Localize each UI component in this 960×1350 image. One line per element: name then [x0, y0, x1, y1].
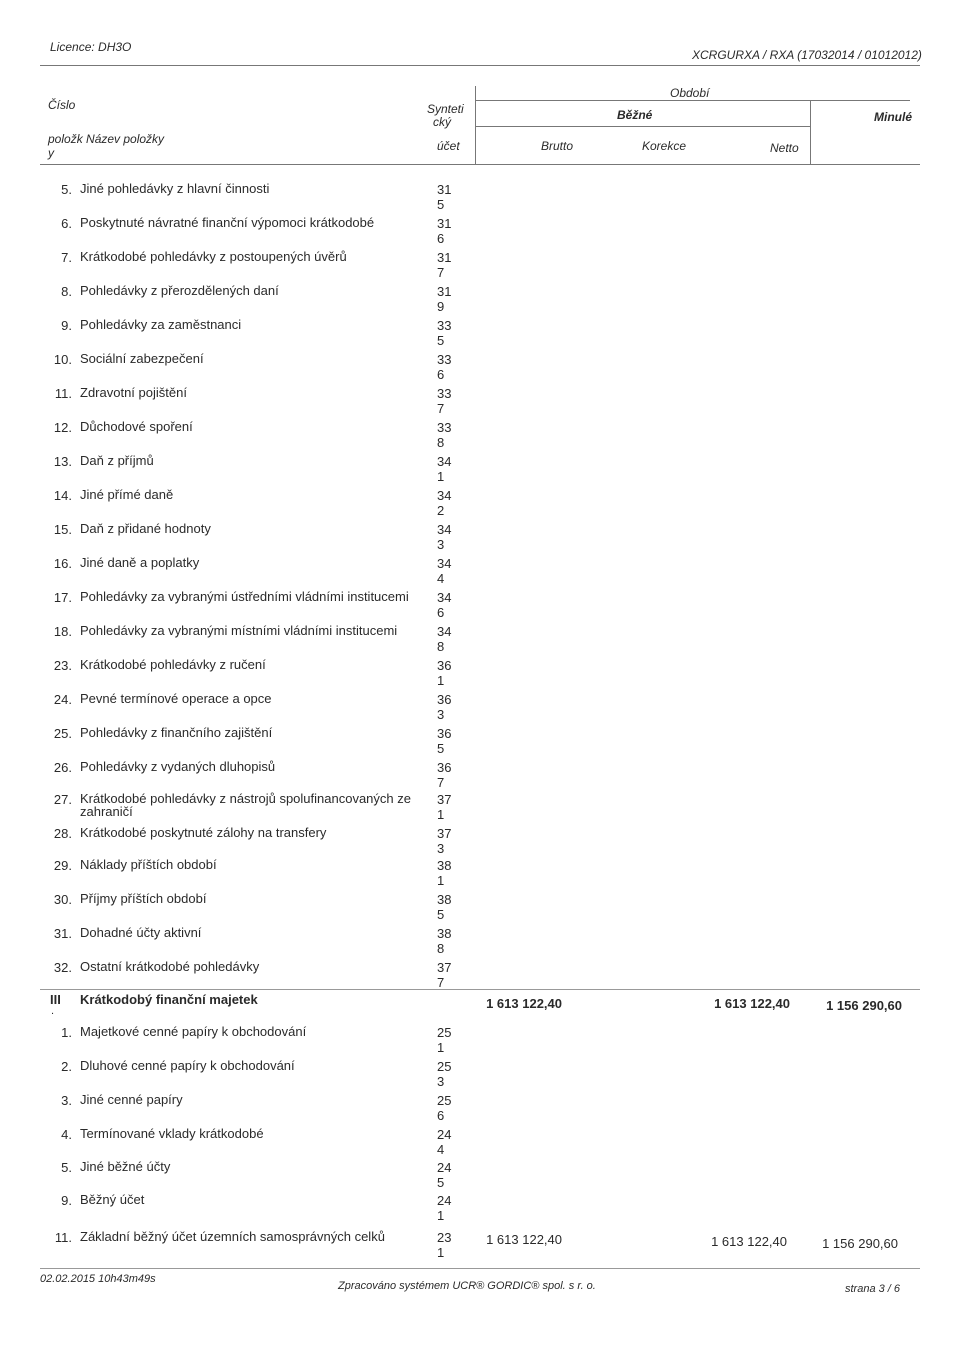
row-name: Majetkové cenné papíry k obchodování: [80, 1024, 307, 1039]
table-row: [0, 1230, 960, 1264]
header-polozky-y: y: [48, 146, 54, 160]
row-account: 38: [437, 926, 452, 941]
table-row: [0, 692, 960, 726]
row-number: 31.: [53, 926, 72, 941]
licence-label: Licence: DH3O: [50, 40, 132, 54]
row-account-suffix: 7: [437, 975, 445, 990]
row-name: Náklady příštích období: [80, 857, 217, 872]
row-account-suffix: 1: [437, 469, 445, 484]
row-name: Pohledávky za vybranými ústředními vládními institucemi: [80, 589, 409, 604]
row-account: 34: [437, 522, 452, 537]
footer-date: 02.02.2015 10h43m49s: [40, 1273, 156, 1285]
section-netto: 1 613 122,40: [714, 996, 790, 1011]
row-name: Sociální zabezpečení: [80, 351, 204, 366]
row-number: 2.: [61, 1059, 72, 1074]
row-account-suffix: 1: [437, 673, 445, 688]
header-minule: Minulé: [874, 110, 912, 124]
row-number: 7.: [61, 250, 72, 265]
row-name: Dluhové cenné papíry k obchodování: [80, 1058, 295, 1073]
section-dot: .: [51, 1005, 55, 1017]
row-name: Termínované vklady krátkodobé: [80, 1126, 264, 1141]
row-number: 9.: [61, 1193, 72, 1208]
table-row: [0, 624, 960, 658]
row-name: Krátkodobé pohledávky z nástrojů spolufinancovaných ze zahraničí: [80, 791, 411, 819]
row-number: 23.: [53, 658, 72, 673]
table-row: [0, 1127, 960, 1161]
table-row: [0, 556, 960, 590]
row-name: Krátkodobé pohledávky z postoupených úvěrů: [80, 249, 347, 264]
row-name: Jiné pohledávky z hlavní činnosti: [80, 181, 270, 196]
header-divider: [475, 86, 476, 164]
table-row: [0, 352, 960, 386]
row-number: 5.: [61, 182, 72, 197]
row-account: 36: [437, 692, 452, 707]
row-account: 24: [437, 1127, 452, 1142]
table-row: [0, 454, 960, 488]
table-row: [0, 182, 960, 216]
row-account: 24: [437, 1160, 452, 1175]
row-number: 4.: [61, 1127, 72, 1142]
row-number: 25.: [53, 726, 72, 741]
row-name: Pohledávky z vydaných dluhopisů: [80, 759, 276, 774]
row-account-suffix: 3: [437, 707, 445, 722]
row-account-suffix: 1: [437, 1208, 445, 1223]
table-row: [0, 826, 960, 860]
row-account-suffix: 9: [437, 299, 445, 314]
row-name: Krátkodobé poskytnuté zálohy na transfery: [80, 825, 327, 840]
row-number: 9.: [61, 318, 72, 333]
row-account-suffix: 1: [437, 1040, 445, 1055]
row-account: 25: [437, 1059, 452, 1074]
row-account: 38: [437, 892, 452, 907]
table-row: [0, 318, 960, 352]
header-bottom-rule: [40, 164, 920, 165]
row-name: Zdravotní pojištění: [80, 385, 187, 400]
row-account-suffix: 5: [437, 333, 445, 348]
row-number: 6.: [61, 216, 72, 231]
table-row: [0, 1160, 960, 1194]
section-row: [0, 992, 960, 1026]
row-name: Daň z příjmů: [80, 453, 154, 468]
row-account: 37: [437, 826, 452, 841]
row-account-suffix: 7: [437, 401, 445, 416]
header-korekce: Korekce: [642, 139, 687, 153]
header-obdobi-rule: [475, 100, 910, 101]
row-number: 13.: [53, 454, 72, 469]
row-account: 34: [437, 624, 452, 639]
row-account: 38: [437, 858, 452, 873]
header-bezne: Běžné: [617, 108, 653, 122]
row-account-suffix: 4: [437, 1142, 445, 1157]
row-name: Jiné daně a poplatky: [80, 555, 200, 570]
row-number: 29.: [53, 858, 72, 873]
row-number: 5.: [61, 1160, 72, 1175]
row-account-suffix: 8: [437, 941, 445, 956]
row-account-suffix: 5: [437, 741, 445, 756]
table-row: [0, 1093, 960, 1127]
row-account: 31: [437, 216, 452, 231]
table-row: [0, 726, 960, 760]
table-row: [0, 420, 960, 454]
row-name: Základní běžný účet územních samosprávných celků: [80, 1229, 385, 1244]
row-number: 3.: [61, 1093, 72, 1108]
row-number: 11.: [54, 386, 72, 401]
row-account-suffix: 3: [437, 1074, 445, 1089]
row-netto: 1 613 122,40: [711, 1234, 787, 1249]
header-obdobi: Období: [670, 86, 710, 100]
row-name: Důchodové spoření: [80, 419, 193, 434]
row-account-suffix: 7: [437, 265, 445, 280]
row-account: 25: [437, 1093, 452, 1108]
table-row: [0, 926, 960, 960]
table-row: [0, 892, 960, 926]
row-number: 28.: [53, 826, 72, 841]
row-number: 17.: [53, 590, 72, 605]
row-account-suffix: 8: [437, 639, 445, 654]
row-number: 27.: [53, 792, 72, 807]
row-number: 8.: [61, 284, 72, 299]
header-bezne-rule: [475, 126, 810, 127]
row-account: 31: [437, 284, 452, 299]
row-account: 33: [437, 318, 452, 333]
row-account-suffix: 3: [437, 537, 445, 552]
row-account: 34: [437, 454, 452, 469]
table-row: [0, 760, 960, 794]
row-number: 12.: [53, 420, 72, 435]
row-account: 33: [437, 352, 452, 367]
table-row: [0, 1025, 960, 1059]
header-polozky: položk Název položky: [48, 132, 165, 146]
top-rule: [40, 65, 920, 66]
table-row: [0, 488, 960, 522]
row-account-suffix: 7: [437, 775, 445, 790]
row-account: 36: [437, 658, 452, 673]
row-name: Jiné přímé daně: [80, 487, 174, 502]
row-account: 31: [437, 182, 452, 197]
row-account-suffix: 1: [437, 807, 445, 822]
row-number: 26.: [53, 760, 72, 775]
row-name: Daň z přidané hodnoty: [80, 521, 211, 536]
row-number: 32.: [53, 960, 72, 975]
table-row: [0, 792, 960, 826]
row-number: 24.: [53, 692, 72, 707]
row-account: 33: [437, 420, 452, 435]
row-number: 14.: [53, 488, 72, 503]
report-id: XCRGURXA / RXA (17032014 / 01012012): [692, 48, 922, 62]
row-account: 34: [437, 556, 452, 571]
header-netto: Netto: [770, 141, 799, 155]
table-row: [0, 522, 960, 556]
row-account-suffix: 6: [437, 367, 445, 382]
table-row: [0, 1059, 960, 1093]
row-name: Běžný účet: [80, 1192, 145, 1207]
row-account-suffix: 1: [437, 873, 445, 888]
row-name: Pohledávky z přerozdělených daní: [80, 283, 279, 298]
header-synteticky-3: účet: [437, 139, 460, 153]
row-account-suffix: 3: [437, 841, 445, 856]
row-account: 36: [437, 760, 452, 775]
section-minule: 1 156 290,60: [826, 998, 902, 1013]
row-account: 23: [437, 1230, 452, 1245]
table-row: [0, 1193, 960, 1227]
footer-rule: [40, 1268, 920, 1269]
row-account: 36: [437, 726, 452, 741]
footer-page: strana 3 / 6: [845, 1283, 901, 1295]
row-account-suffix: 2: [437, 503, 445, 518]
row-account-suffix: 8: [437, 435, 445, 450]
header-brutto: Brutto: [541, 139, 574, 153]
row-name: Pohledávky za zaměstnanci: [80, 317, 242, 332]
row-number: 16.: [53, 556, 72, 571]
row-name: Poskytnuté návratné finanční výpomoci krátkodobé: [80, 215, 375, 230]
header-cislo: Číslo: [48, 98, 76, 112]
row-account: 34: [437, 590, 452, 605]
row-account-suffix: 6: [437, 231, 445, 246]
table-row: [0, 216, 960, 250]
table-row: [0, 284, 960, 318]
table-row: [0, 658, 960, 692]
row-account-suffix: 6: [437, 1108, 445, 1123]
row-account: 25: [437, 1025, 452, 1040]
header-synteticky-2: cký: [433, 115, 451, 129]
row-name: Jiné cenné papíry: [80, 1092, 183, 1107]
row-number: 1.: [61, 1025, 72, 1040]
row-account: 24: [437, 1193, 452, 1208]
footer-system: Zpracováno systémem UCR® GORDIC® spol. s r. o.: [338, 1280, 596, 1292]
row-name: Pohledávky z finančního zajištění: [80, 725, 273, 740]
section-name: Krátkodobý finanční majetek: [80, 992, 258, 1007]
table-row: [0, 250, 960, 284]
row-name: Ostatní krátkodobé pohledávky: [80, 959, 260, 974]
table-row: [0, 590, 960, 624]
row-name: Pohledávky za vybranými místními vládními institucemi: [80, 623, 398, 638]
row-number: 15.: [53, 522, 72, 537]
row-name: Krátkodobé pohledávky z ručení: [80, 657, 266, 672]
section-roman: III: [50, 992, 61, 1007]
row-account: 31: [437, 250, 452, 265]
row-name: Příjmy příštích období: [80, 891, 207, 906]
row-account-suffix: 6: [437, 605, 445, 620]
row-number: 30.: [53, 892, 72, 907]
row-name: Jiné běžné účty: [80, 1159, 171, 1174]
row-account-suffix: 5: [437, 1175, 445, 1190]
header-minule-divider: [810, 100, 811, 164]
row-account-suffix: 1: [437, 1245, 445, 1260]
row-account-suffix: 5: [437, 197, 445, 212]
section-rule: [40, 989, 920, 990]
row-account: 33: [437, 386, 452, 401]
row-number: 10.: [53, 352, 72, 367]
row-number: 11.: [54, 1230, 72, 1245]
row-minule: 1 156 290,60: [822, 1236, 898, 1251]
row-account: 37: [437, 960, 452, 975]
row-brutto: 1 613 122,40: [486, 1232, 562, 1247]
row-name: Pevné termínové operace a opce: [80, 691, 272, 706]
table-row: [0, 858, 960, 892]
row-account: 34: [437, 488, 452, 503]
section-brutto: 1 613 122,40: [486, 996, 562, 1011]
row-account-suffix: 5: [437, 907, 445, 922]
header-synteticky-1: Synteti: [427, 102, 464, 116]
row-account-suffix: 4: [437, 571, 445, 586]
table-row: [0, 386, 960, 420]
row-account: 37: [437, 792, 452, 807]
row-name: Dohadné účty aktivní: [80, 925, 202, 940]
row-number: 18.: [53, 624, 72, 639]
